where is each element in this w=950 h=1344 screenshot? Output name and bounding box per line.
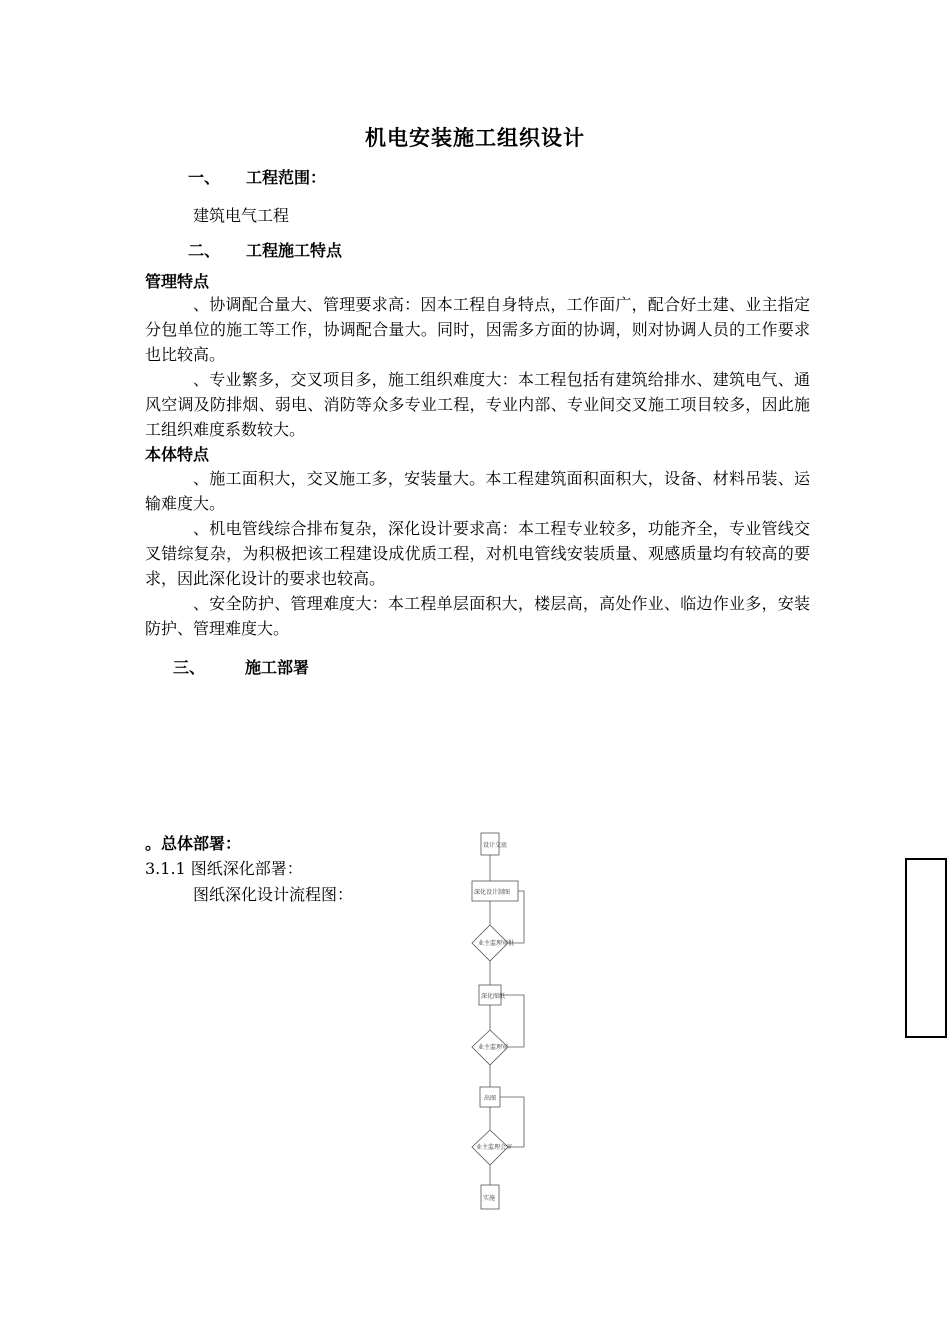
overall-deployment-heading: 。总体部署： (145, 834, 242, 853)
flow-node-labels (474, 841, 514, 1202)
document-title: 机电安装施工组织设计 (365, 125, 585, 150)
flow-label-3: 深化图纸 (481, 993, 506, 1000)
margin-box (905, 858, 947, 1038)
section-2-number: 二、 (188, 241, 221, 260)
flow-label-7: 实施 (483, 1195, 496, 1202)
management-heading: 管理特点 (145, 272, 210, 291)
body-para-2: 、机电管线综合排布复杂，深化设计要求高：本工程专业较多，功能齐全，专业管线交叉错综复杂，为积极把该工程建设成优质工程，对机电管线安装质量、观感质量均有较高的要求，因此深化设计的要求也较高。 (145, 519, 810, 588)
section-1-number: 一、 (188, 168, 221, 187)
drawing-design-flowchart (460, 825, 540, 1220)
body-para-3: 、安全防护、管理难度大：本工程单层面积大，楼层高，高处作业、临边作业多，安装防护、管理难度大。 (145, 594, 810, 638)
flow-label-4: 业主监理审 (478, 1044, 509, 1051)
flow-label-1: 深化设计制图 (474, 889, 511, 896)
management-para-2: 、专业繁多，交叉项目多，施工组织难度大：本工程包括有建筑给排水、建筑电气、通风空调及防排烟、弱电、消防等众多专业工程，专业内部、专业间交叉施工项目较多，因此施工组织难度系数较大。 (145, 370, 810, 439)
section-1-title: 工程范围： (246, 168, 327, 187)
flowchart-label: 图纸深化设计流程图： (193, 885, 354, 904)
section-1-heading (188, 165, 326, 188)
section-2-title: 工程施工特点 (246, 241, 343, 260)
section-2-heading (188, 238, 342, 261)
flow-label-5: 出图 (484, 1095, 497, 1102)
flow-label-2: 业主监理审批 (478, 940, 515, 947)
body-para-1: 、施工面积大，交叉施工多，安装量大。本工程建筑面积面积大，设备、材料吊装、运输难度大。 (145, 469, 810, 513)
section-3-number: 三、 (173, 658, 206, 677)
section-1-content: 建筑电气工程 (193, 206, 290, 225)
flow-label-0: 设计交底 (483, 842, 508, 849)
body-heading: 本体特点 (145, 445, 210, 464)
drawing-deployment-item: 3.1.1 图纸深化部署： (145, 859, 303, 878)
section-3-heading (173, 655, 309, 678)
management-para-1: 、协调配合量大、管理要求高：因本工程自身特点，工作面广，配合好土建、业主指定分包单位的施工等工作，协调配合量大。同时，因需多方面的协调，则对协调人员的工作要求也比较高。 (145, 295, 810, 364)
section-3-title: 施工部署 (245, 658, 310, 677)
flow-label-6: 业主监理会审 (476, 1144, 513, 1151)
